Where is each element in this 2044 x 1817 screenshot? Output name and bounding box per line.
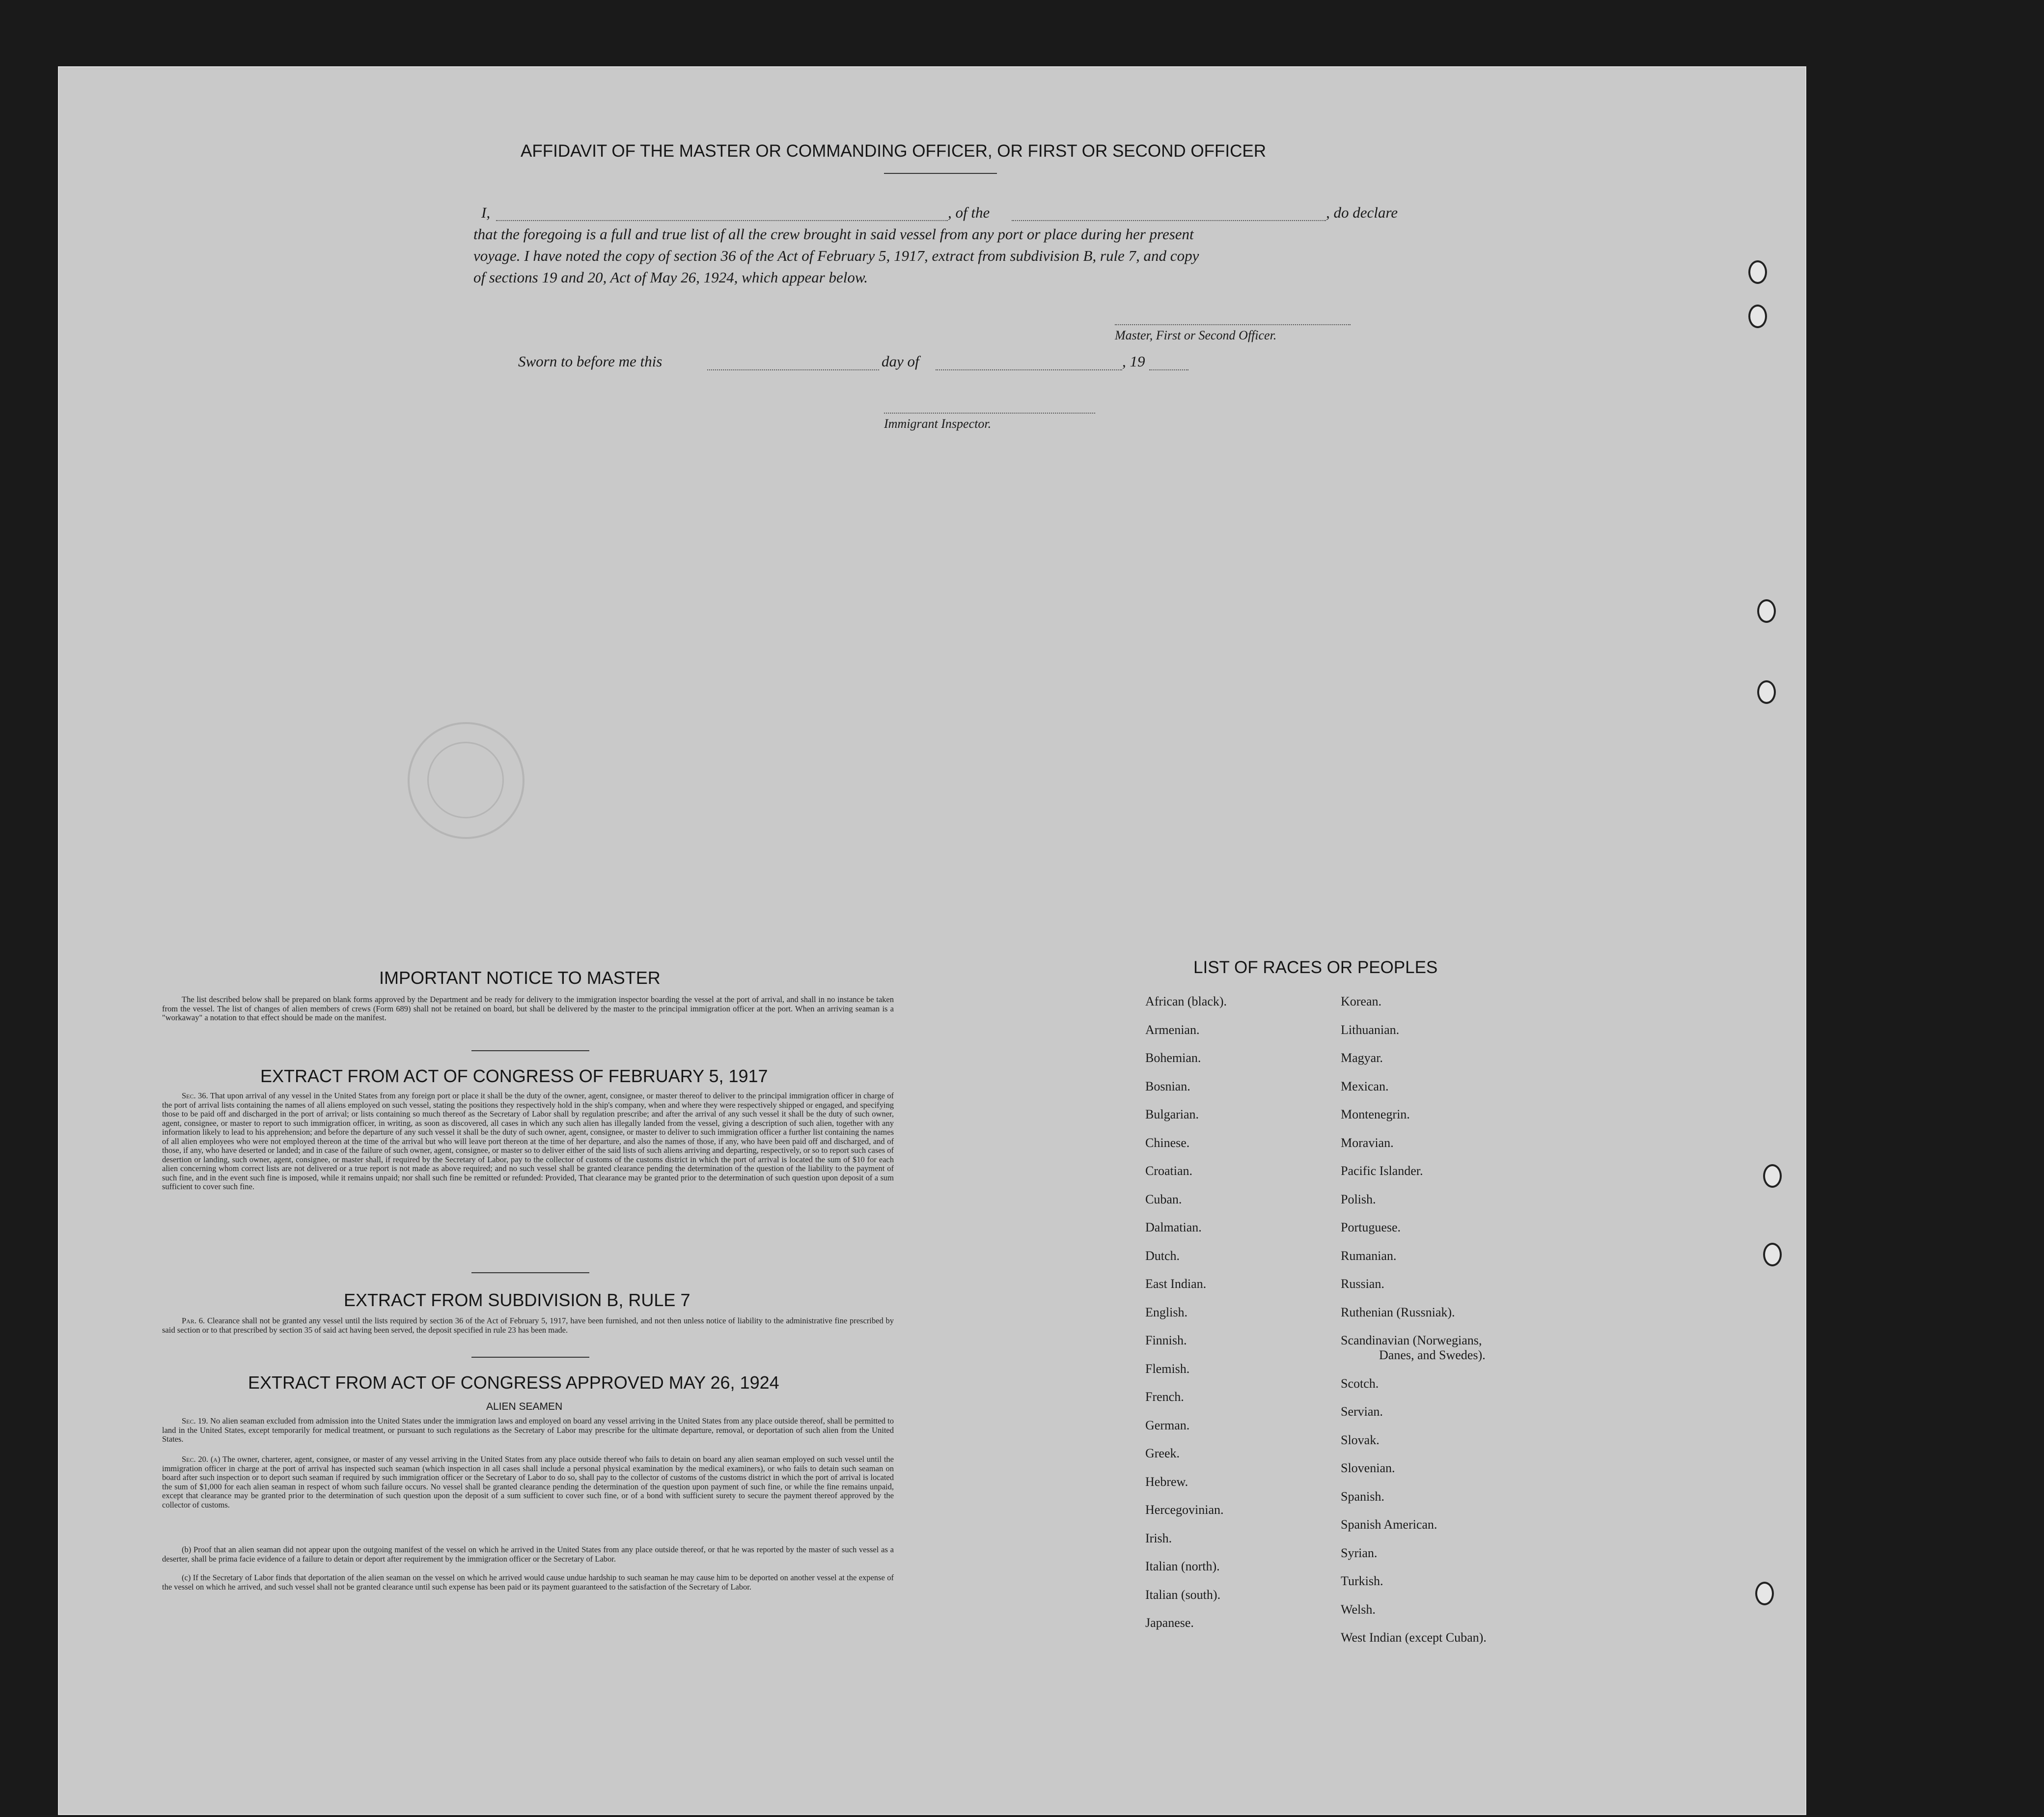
subdivision-b-title: EXTRACT FROM SUBDIVISION B, RULE 7 bbox=[344, 1290, 691, 1310]
race-item: Scandinavian (Norwegians, bbox=[1341, 1333, 1482, 1347]
race-item: Bulgarian. bbox=[1145, 1107, 1199, 1121]
punch-hole bbox=[1757, 680, 1776, 704]
affidavit-do-declare: , do declare bbox=[1326, 204, 1398, 221]
race-item: Hercegovinian. bbox=[1145, 1503, 1224, 1517]
race-item: Mexican. bbox=[1341, 1079, 1389, 1093]
punch-hole bbox=[1757, 599, 1776, 623]
affidavit-i: I, bbox=[481, 204, 491, 221]
race-item: Armenian. bbox=[1145, 1022, 1200, 1037]
race-item: Croatian. bbox=[1145, 1164, 1193, 1178]
year-text: , 19 bbox=[1122, 353, 1145, 370]
race-item: Spanish. bbox=[1341, 1489, 1384, 1504]
name-blank bbox=[496, 220, 948, 221]
punch-hole bbox=[1763, 1164, 1782, 1188]
race-item: Chinese. bbox=[1145, 1135, 1190, 1150]
race-item: Russian. bbox=[1341, 1277, 1384, 1291]
para-b-body: (b) Proof that an alien seaman did not appear upon the outgoing manifest of the vessel on which he arrived in the United States from any place outside thereof, or that he was reported by the master of such vessel as a deserter, shall be prima facie evidence of a failure to detain or deport after requirement by the immigration officer or the Secretary of Labor. bbox=[162, 1545, 894, 1564]
race-item: French. bbox=[1145, 1390, 1184, 1404]
race-item: Italian (north). bbox=[1145, 1559, 1220, 1573]
race-item: Korean. bbox=[1341, 994, 1382, 1008]
race-item: Moravian. bbox=[1341, 1135, 1394, 1150]
race-item: Welsh. bbox=[1341, 1602, 1376, 1617]
extract-1917-rule bbox=[471, 1272, 589, 1273]
punch-hole bbox=[1748, 305, 1767, 328]
subdivision-b-rule bbox=[471, 1357, 589, 1358]
race-item: Finnish. bbox=[1145, 1333, 1187, 1347]
race-item: Bohemian. bbox=[1145, 1051, 1201, 1065]
race-item: Flemish. bbox=[1145, 1361, 1190, 1376]
race-item: Slovak. bbox=[1341, 1432, 1380, 1447]
extract-1917-title: EXTRACT FROM ACT OF CONGRESS OF FEBRUARY 5, 1917 bbox=[260, 1066, 768, 1086]
race-item: Italian (south). bbox=[1145, 1587, 1221, 1602]
race-item: Rumanian. bbox=[1341, 1248, 1397, 1263]
race-item: Spanish American. bbox=[1341, 1517, 1437, 1532]
race-item: Syrian. bbox=[1341, 1545, 1378, 1560]
race-item: Pacific Islander. bbox=[1341, 1164, 1423, 1178]
affidavit-line-4: of sections 19 and 20, Act of May 26, 1924, which appear below. bbox=[473, 269, 868, 286]
title-underline bbox=[884, 173, 997, 174]
race-item: Danes, and Swedes). bbox=[1379, 1348, 1486, 1362]
affidavit-line-2: that the foregoing is a full and true list of all the crew brought in said vessel from any port or place during her present bbox=[473, 225, 1194, 243]
race-item: Montenegrin. bbox=[1341, 1107, 1410, 1121]
punch-hole bbox=[1748, 260, 1767, 284]
race-item: Japanese. bbox=[1145, 1616, 1194, 1630]
race-item: Hebrew. bbox=[1145, 1474, 1188, 1489]
race-item: German. bbox=[1145, 1418, 1190, 1432]
sec-20-body bbox=[162, 1455, 894, 1510]
affidavit-title: AFFIDAVIT OF THE MASTER OR COMMANDING OFFICER, OR FIRST OR SECOND OFFICER bbox=[521, 141, 1267, 161]
master-signature-label: Master, First or Second Officer. bbox=[1115, 328, 1277, 342]
punch-hole bbox=[1763, 1243, 1782, 1266]
race-item: Dutch. bbox=[1145, 1248, 1180, 1263]
extract-1917-sec: Sec. 36. bbox=[182, 1091, 208, 1100]
sec-19-label: Sec. 19. bbox=[182, 1416, 208, 1426]
race-item: Servian. bbox=[1341, 1404, 1383, 1419]
para-c-body: (c) If the Secretary of Labor finds that deportation of the alien seaman on the vessel on which he arrived would cause undue hardship to such seaman he may cause him to be deported on another vessel at the expense of the vessel on which he arrived, and such vessel shall not be granted clearance until such expense has been paid or its payment guaranteed to the satisfaction of the Secretary of Labor. bbox=[162, 1573, 894, 1592]
master-signature-blank bbox=[1115, 324, 1351, 325]
race-item: Portuguese. bbox=[1341, 1220, 1401, 1234]
year-blank bbox=[1149, 369, 1188, 370]
sworn-month-blank bbox=[936, 369, 1122, 370]
race-item: Bosnian. bbox=[1145, 1079, 1190, 1093]
race-item: Cuban. bbox=[1145, 1192, 1182, 1206]
subdivision-b-body bbox=[162, 1316, 894, 1335]
sworn-day-blank bbox=[707, 369, 879, 370]
race-item: Dalmatian. bbox=[1145, 1220, 1202, 1234]
day-of-text: day of bbox=[882, 353, 919, 370]
sec-20-text: The owner, charterer, agent, consignee, or master of any vessel arriving in the United States from any place outside thereof who fails to detain on board any alien seaman employed on such vessel until the immigration officer in charge at the port of arrival has inspected such seaman (which inspection in all cases shall include a personal physical examination by the medical examiners), or who fails to detain such seaman on board after such inspection or to deport such seaman if required by such immigration officer or the Secretary of Labor to do so, shall pay to the collector of customs of the customs district in which the port of arrival is located the sum of $1,000 for each alien seaman in respect of whom such failure occurs. No vessel shall be granted clearance pending the determination of the question upon payment of such fine, or while the fine remains unpaid, except that clearance may be granted prior to the determination of such question upon the deposit of a sum sufficient to cover such fine, or of a bond with sufficient surety to secure the payment thereof approved by the collector of customs. bbox=[162, 1454, 894, 1510]
subdivision-b-text: Clearance shall not be granted any vessel until the lists required by section 36 of the Act of February 5, 1917, have been furnished, and not then unless notice of liability to the administrative fine prescribed by said section or to that prescribed by section 35 of said act having been served, the deposit specified in rule 23 has been made. bbox=[162, 1316, 894, 1335]
race-item: Irish. bbox=[1145, 1531, 1172, 1545]
affidavit-line-3: voyage. I have noted the copy of section 36 of the Act of February 5, 1917, extract from subdivision B, rule 7, and copy bbox=[473, 247, 1199, 264]
race-item: Lithuanian. bbox=[1341, 1022, 1400, 1037]
notice-title: IMPORTANT NOTICE TO MASTER bbox=[379, 968, 661, 988]
extract-1917-text: That upon arrival of any vessel in the United States from any foreign port or place it shall be the duty of the owner, agent, consignee, or master thereof to deliver to the principal immigration officer in charge of the port of arrival lists containing the names of all aliens employed on such vessel, stating the positions they respectively hold in the ship's company, when and where they were respectively shipped or engaged, and specifying those to be paid off and discharged in the port of arrival; or lists containing so much thereof as the Secretary of Labor shall by regulation prescribe; and after the arrival of any such vessel it shall be the duty of such owner, agent, consignee, or master to report to such immigration officer, in writing, as soon as discovered, all cases in which any such alien has illegally landed from the vessel, giving a description of such alien, together with any information likely to lead to his apprehension; and before the departure of any such vessel it shall be the duty of such owner, agent, consignee, or master to deliver to such immigration officer a further list containing the names of all alien employees who were not employed thereon at the time of the arrival but who will leave port thereon at the time of her departure, and also the names of those, if any, who have been paid off and discharged, and of those, if any, who have deserted or landed; and in case of the failure of such owner, agent, consignee, or master so to deliver either of the said lists of such aliens arriving and departing, respectively, or so to report such cases of desertion or landing, such owner, agent, consignee, or master shall, if required by the Secretary of Labor, pay to the collector of customs of the customs district in which the port of arrival is located the sum of $10 for each alien concerning whom correct lists are not delivered or a true report is not made as above required; and no such vessel shall be granted clearance pending the determination of the question of the liability to the payment of such fine, and in the event such fine is imposed, while it remains unpaid; nor shall such fine be remitted or refunded: Provided, That clearance may be granted prior to the determination of such question upon deposit of a sum sufficient to cover such fine. bbox=[162, 1091, 894, 1191]
faint-seal-stamp-inner bbox=[427, 742, 504, 818]
sec-19-text: No alien seaman excluded from admission into the United States under the immigration laws and employed on board any vessel arriving in the United States from any place outside thereof, shall be permitted to land in the United States, except temporarily for medical treatment, or pursuant to such regulations as the Secretary of Labor may prescribe for the ultimate departure, removal, or deportation of such alien from the United States. bbox=[162, 1416, 894, 1444]
race-item: West Indian (except Cuban). bbox=[1341, 1630, 1487, 1645]
extract-1917-body bbox=[162, 1091, 894, 1192]
notice-body: The list described below shall be prepared on blank forms approved by the Department and be ready for delivery to the immigration inspector boarding the vessel at the port of arrival, and shall in no instance be taken from the vessel. The list of changes of alien members of crews (Form 689) shall not be retained on board, but shall be delivered by the master to the principal immigration officer at the port. When an arriving seaman is a "workaway" a notation to that effect should be made on the manifest. bbox=[162, 995, 894, 1022]
races-title: LIST OF RACES OR PEOPLES bbox=[1193, 958, 1438, 977]
race-item: Ruthenian (Russniak). bbox=[1341, 1305, 1455, 1319]
race-item: East Indian. bbox=[1145, 1277, 1207, 1291]
race-item: English. bbox=[1145, 1305, 1188, 1319]
punch-hole bbox=[1755, 1582, 1774, 1605]
vessel-blank bbox=[1012, 220, 1326, 221]
sworn-text: Sworn to before me this bbox=[518, 353, 663, 370]
race-item: Slovenian. bbox=[1341, 1461, 1395, 1475]
inspector-signature-blank bbox=[884, 413, 1095, 414]
race-item: Magyar. bbox=[1341, 1051, 1383, 1065]
race-item: Scotch. bbox=[1341, 1376, 1379, 1391]
race-item: Greek. bbox=[1145, 1446, 1180, 1460]
sec-20-label: Sec. 20. (a) bbox=[182, 1454, 221, 1464]
subdivision-b-sec: Par. 6. bbox=[182, 1316, 205, 1325]
race-item: Turkish. bbox=[1341, 1574, 1383, 1588]
race-item: Polish. bbox=[1341, 1192, 1376, 1206]
race-item: African (black). bbox=[1145, 994, 1227, 1008]
affidavit-of-the: , of the bbox=[948, 204, 990, 221]
extract-1924-title: EXTRACT FROM ACT OF CONGRESS APPROVED MAY 26, 1924 bbox=[248, 1372, 779, 1393]
inspector-label: Immigrant Inspector. bbox=[884, 417, 992, 431]
alien-seamen-subtitle: ALIEN SEAMEN bbox=[486, 1401, 563, 1412]
sec-19-body bbox=[162, 1417, 894, 1444]
notice-rule bbox=[471, 1050, 589, 1051]
